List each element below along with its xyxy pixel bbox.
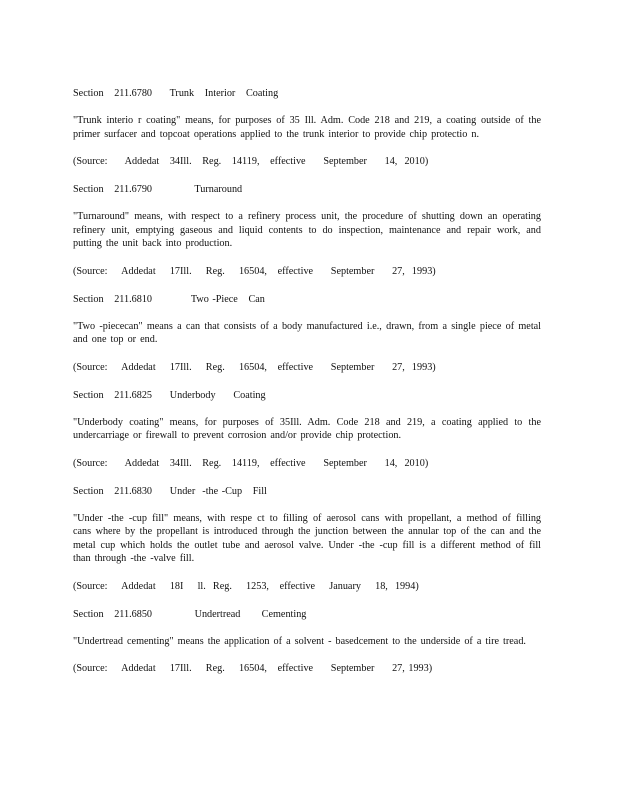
definition-text: "Two -piececan" means a can that consists of a body manufactured i.e., drawn, from a single piece of metal and one top or end. xyxy=(73,320,541,345)
definition-text: "Trunk interio r coating" means, for purposes of 35 Ill. Adm. Code 218 and 219, a coating outside of the primer surfacer and topcoat operations applied to the trunk interior to provide chip protectio n. xyxy=(73,115,541,140)
definition-entry xyxy=(73,389,541,485)
source-note: (Source: Addedat 34Ill. Reg. 14119, effective September 14, 2010) xyxy=(73,457,429,469)
source-note: (Source: Addedat 17Ill. Reg. 16504, effective September 27, 1993) xyxy=(73,663,433,674)
definition-entry xyxy=(73,608,541,677)
document-body xyxy=(73,87,541,676)
section-heading: Section 211.6780 Trunk Interior Coating xyxy=(73,88,279,99)
section-heading: Section 211.6790 Turnaround xyxy=(73,184,243,195)
source-note: (Source: Addedat 34Ill. Reg. 14119, effective September 14, 2010) xyxy=(73,156,429,167)
source-note: (Source: Addedat 17Ill. Reg. 16504, effective September 27, 1993) xyxy=(73,265,436,277)
definition-text: "Underbody coating" means, for purposes of 35Ill. Adm. Code 218 and 219, a coating applied to the undercarriage or firewall to prevent corrosion and/or provide chip protection. xyxy=(73,416,541,441)
definition-text: "Turnaround" means, with respect to a refinery process unit, the procedure of shutting down an operating refinery unit, emptying gaseous and liquid contents to do inspection, maintenance and repair work, and putting the unit back into production. xyxy=(73,211,541,249)
source-note: (Source: Addedat 17Ill. Reg. 16504, effective September 27, 1993) xyxy=(73,361,436,373)
section-heading: Section 211.6830 Under -the -Cup Fill xyxy=(73,485,267,497)
definition-entry xyxy=(73,183,541,293)
section-heading: Section 211.6850 Undertread Cementing xyxy=(73,608,307,620)
definition-entry xyxy=(73,293,541,389)
definition-text: "Undertread cementing" means the application of a solvent - basedcement to the underside of a tire tread. xyxy=(73,635,526,647)
definition-entry xyxy=(73,87,541,183)
definition-text: "Under -the -cup fill" means, with respe ct to filling of aerosol cans with propellant, a method of filling cans where by the propellant is introduced through the junction between the annular top of the can and the metal cup which holds the outlet tube and aerosol valve. Under -the -cup fill is a different method of fill than through -the -valve fill. xyxy=(73,512,541,564)
definition-entry xyxy=(73,485,541,608)
section-heading: Section 211.6825 Underbody Coating xyxy=(73,389,266,401)
section-heading: Section 211.6810 Two -Piece Can xyxy=(73,293,265,305)
source-note: (Source: Addedat 18I ll. Reg. 1253, effective January 18, 1994) xyxy=(73,580,419,592)
